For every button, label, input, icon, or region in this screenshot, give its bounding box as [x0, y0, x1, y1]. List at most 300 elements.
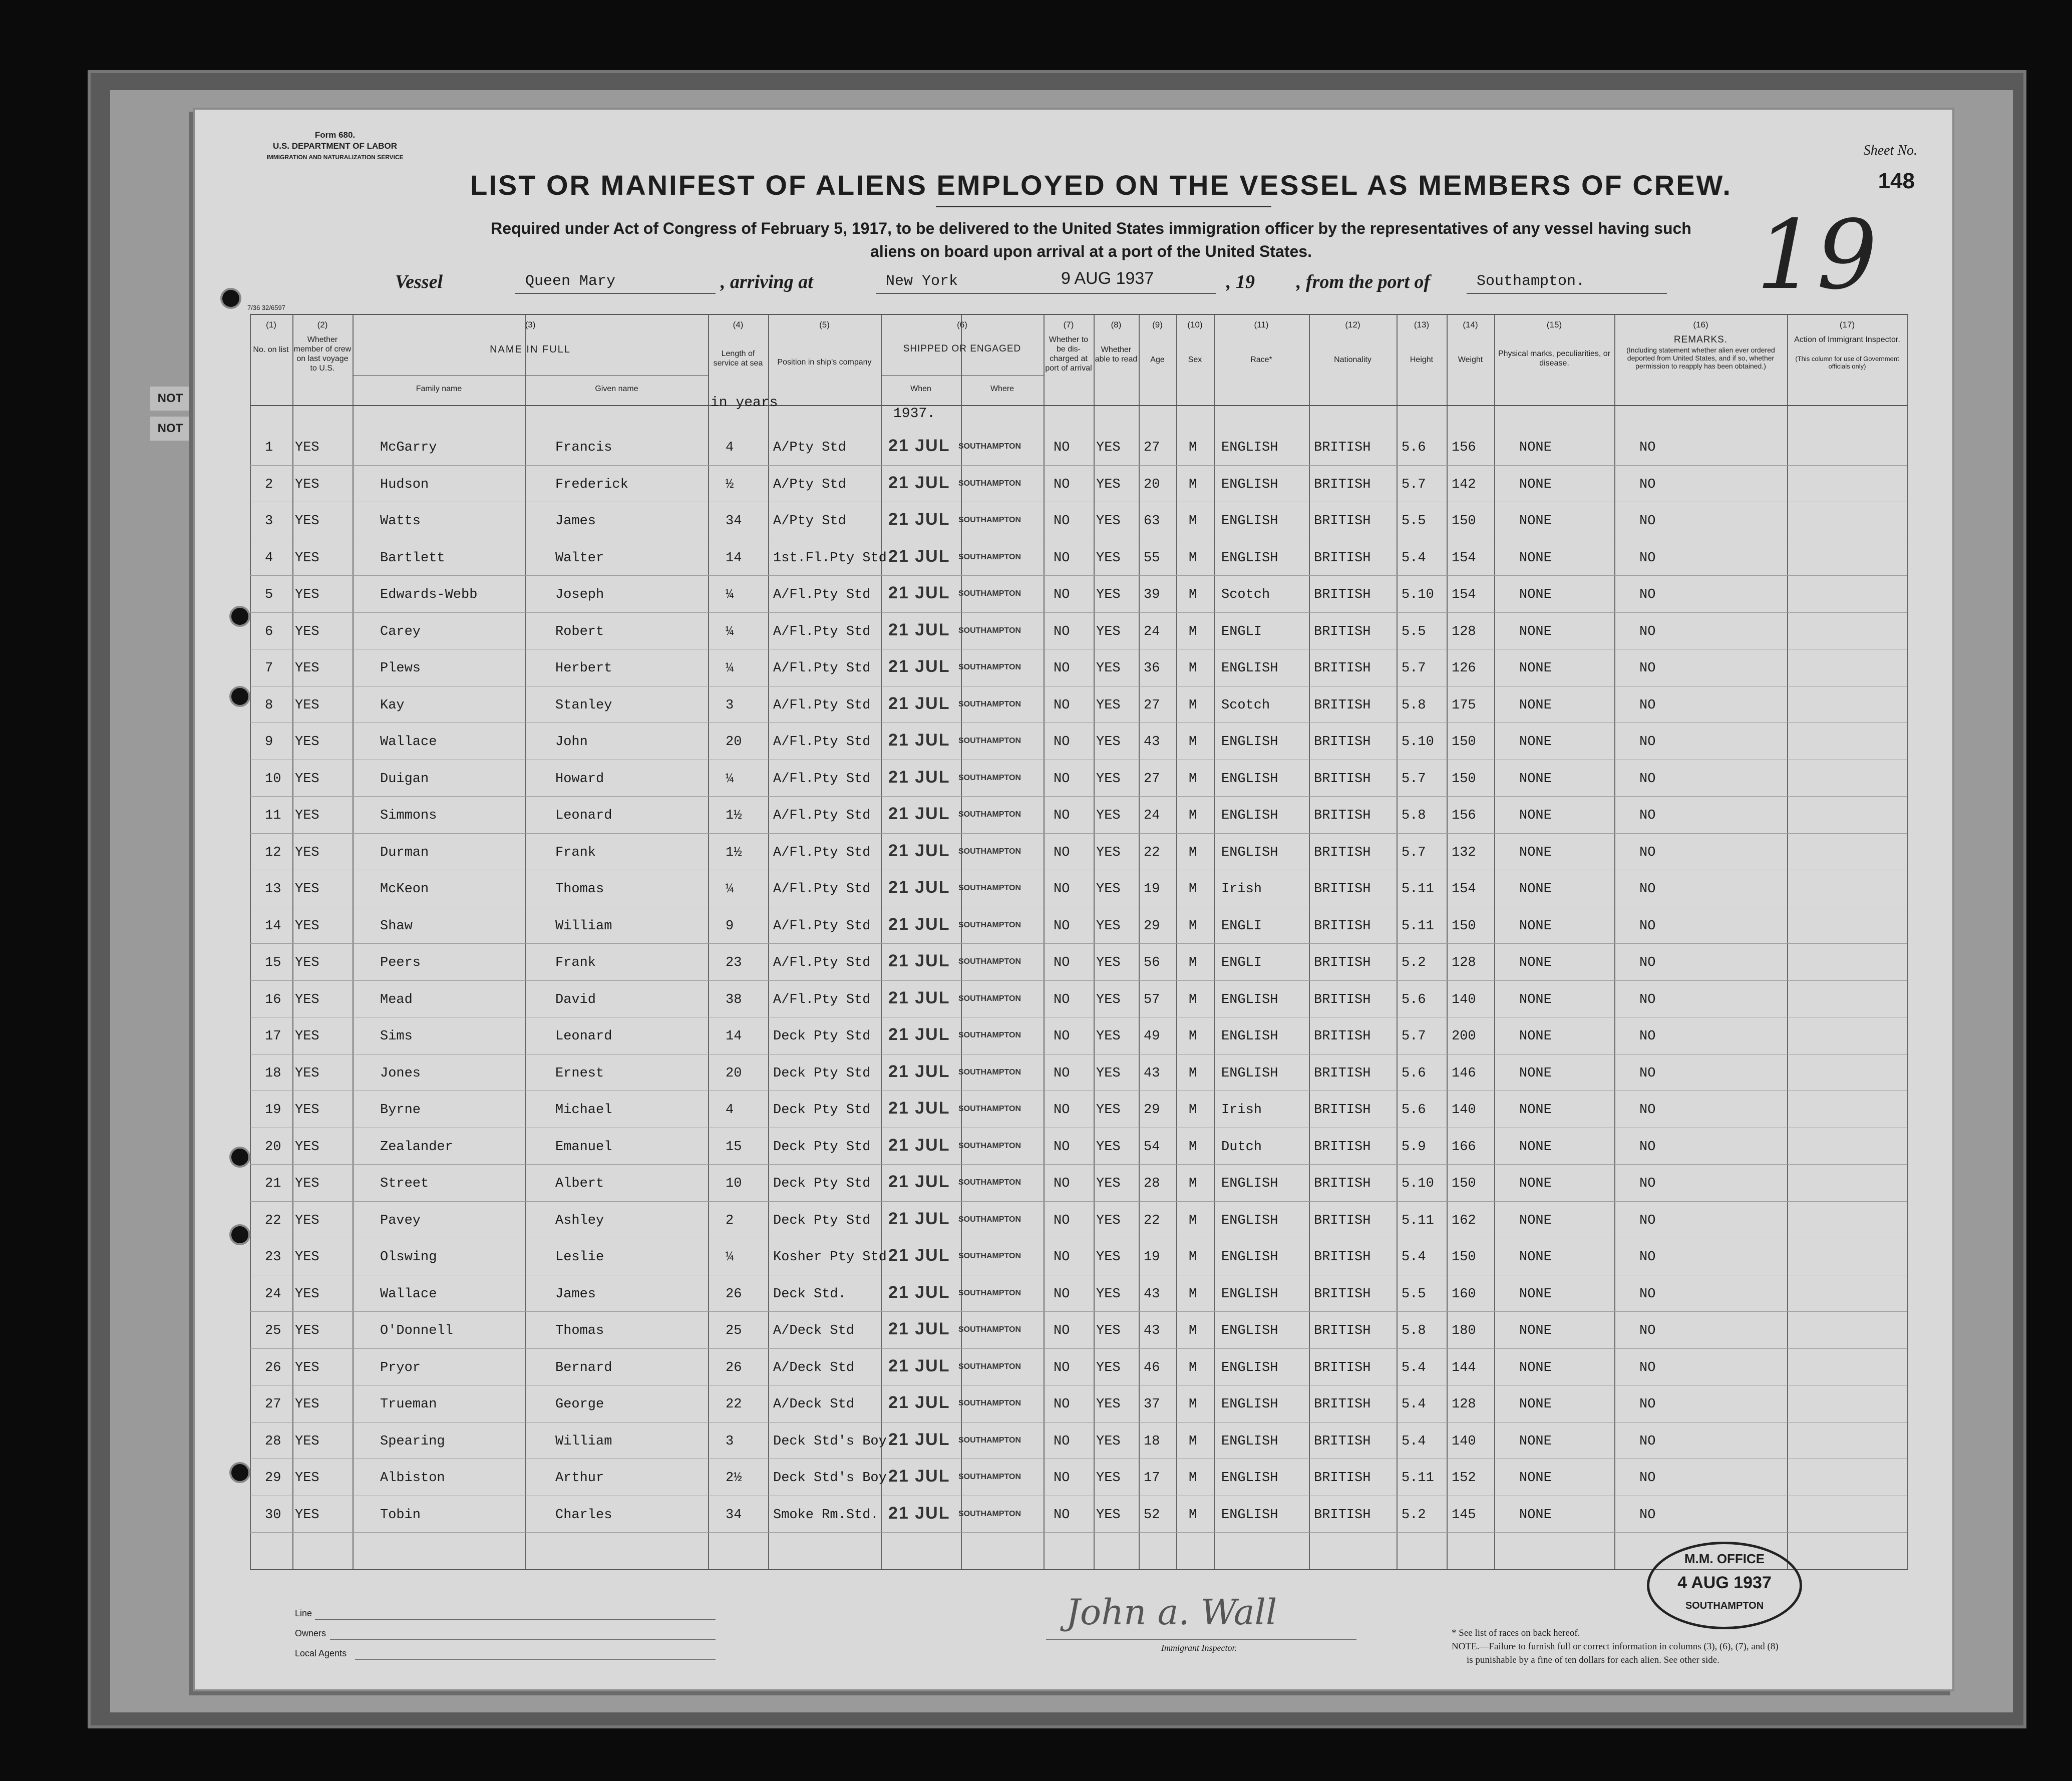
- cell-nat: BRITISH: [1314, 661, 1371, 676]
- cell-disch: NO: [1054, 1213, 1070, 1228]
- cell-no: 9: [265, 735, 273, 750]
- office-stamp: [1647, 1542, 1802, 1629]
- cell-read: YES: [1096, 514, 1121, 529]
- cell-read: YES: [1096, 845, 1121, 860]
- column-rule: [1494, 315, 1495, 1569]
- header-where: Where: [990, 385, 1014, 393]
- cell-nat: BRITISH: [1314, 1323, 1371, 1338]
- header-weight: Weight: [1458, 355, 1483, 364]
- cell-when: 21 JUL: [888, 1061, 950, 1081]
- cell-position: A/Fl.Pty Std: [773, 918, 871, 934]
- cell-read: YES: [1096, 477, 1121, 492]
- cell-nat: BRITISH: [1314, 1507, 1371, 1523]
- cell-disch: NO: [1054, 1360, 1070, 1375]
- cell-disch: NO: [1054, 808, 1070, 823]
- row-rule: [250, 833, 1907, 834]
- cell-read: YES: [1096, 918, 1121, 934]
- cell-read: YES: [1096, 1250, 1121, 1265]
- cell-race: ENGLISH: [1221, 1360, 1278, 1375]
- row-rule: [250, 980, 1907, 981]
- cell-where: SOUTHAMPTON: [958, 920, 1021, 929]
- cell-weight: 156: [1452, 808, 1476, 823]
- cell-physical: NONE: [1519, 845, 1552, 860]
- cell-member: YES: [295, 550, 319, 566]
- cell-length: ¼: [726, 624, 734, 639]
- cell-where: SOUTHAMPTON: [958, 810, 1021, 819]
- cell-remarks: NO: [1639, 1323, 1656, 1338]
- cell-disch: NO: [1054, 514, 1070, 529]
- cell-weight: 150: [1452, 735, 1476, 750]
- cell-sex: M: [1189, 882, 1197, 897]
- cell-sex: M: [1189, 514, 1197, 529]
- cell-position: A/Deck Std: [773, 1323, 855, 1338]
- cell-read: YES: [1096, 1360, 1121, 1375]
- cell-remarks: NO: [1639, 587, 1656, 602]
- cell-sex: M: [1189, 1029, 1197, 1044]
- cell-remarks: NO: [1639, 550, 1656, 566]
- cell-position: A/Fl.Pty Std: [773, 992, 871, 1007]
- cell-given: Arthur: [555, 1471, 604, 1486]
- cell-race: ENGLISH: [1221, 440, 1278, 455]
- cell-age: 54: [1144, 1139, 1160, 1155]
- cell-age: 52: [1144, 1507, 1160, 1523]
- cell-nat: BRITISH: [1314, 992, 1371, 1007]
- cell-given: Charles: [555, 1507, 612, 1523]
- cell-given: Howard: [555, 771, 604, 787]
- column-rule: [881, 315, 882, 1569]
- year-note: 1937.: [893, 406, 936, 422]
- cell-given: Thomas: [555, 1323, 604, 1338]
- column-rule: [768, 315, 769, 1569]
- cell-disch: NO: [1054, 1434, 1070, 1449]
- cell-remarks: NO: [1639, 514, 1656, 529]
- cell-when: 21 JUL: [888, 1209, 950, 1228]
- cell-race: ENGLISH: [1221, 514, 1278, 529]
- cell-height: 5.11: [1402, 1213, 1434, 1228]
- cell-no: 12: [265, 845, 281, 860]
- cell-position: A/Pty Std: [773, 477, 846, 492]
- cell-remarks: NO: [1639, 918, 1656, 934]
- cell-family: Kay: [380, 697, 405, 713]
- col-number: (13): [1414, 320, 1430, 329]
- cell-no: 19: [265, 1103, 281, 1118]
- cell-nat: BRITISH: [1314, 1397, 1371, 1412]
- cell-position: A/Pty Std: [773, 440, 846, 455]
- cell-where: SOUTHAMPTON: [958, 1141, 1021, 1150]
- cell-age: 56: [1144, 955, 1160, 970]
- column-rule: [1447, 315, 1448, 1569]
- cell-read: YES: [1096, 992, 1121, 1007]
- cell-nat: BRITISH: [1314, 771, 1371, 787]
- cell-given: Frank: [555, 955, 596, 970]
- cell-position: A/Pty Std: [773, 514, 846, 529]
- cell-remarks: NO: [1639, 1213, 1656, 1228]
- cell-sex: M: [1189, 845, 1197, 860]
- cell-length: ¼: [726, 771, 734, 787]
- cell-disch: NO: [1054, 1397, 1070, 1412]
- cell-race: ENGLI: [1221, 955, 1262, 970]
- cell-disch: NO: [1054, 697, 1070, 713]
- cell-read: YES: [1096, 587, 1121, 602]
- cell-read: YES: [1096, 1434, 1121, 1449]
- cell-given: Bernard: [555, 1360, 612, 1375]
- cell-age: 27: [1144, 440, 1160, 455]
- footer-rule: [330, 1639, 716, 1640]
- cell-disch: NO: [1054, 918, 1070, 934]
- cell-member: YES: [295, 1103, 319, 1118]
- cell-read: YES: [1096, 882, 1121, 897]
- header-shipped-engaged: SHIPPED OR ENGAGED: [903, 343, 1021, 354]
- cell-position: Deck Pty Std: [773, 1029, 871, 1044]
- form-number: Form 680.: [314, 130, 356, 140]
- cell-height: 5.9: [1402, 1139, 1426, 1155]
- cell-height: 5.11: [1402, 1471, 1434, 1486]
- cell-member: YES: [295, 1213, 319, 1228]
- cell-read: YES: [1096, 550, 1121, 566]
- cell-no: 5: [265, 587, 273, 602]
- arrival-port: New York: [886, 273, 958, 290]
- cell-race: ENGLISH: [1221, 661, 1278, 676]
- cell-disch: NO: [1054, 845, 1070, 860]
- cell-remarks: NO: [1639, 477, 1656, 492]
- cell-remarks: NO: [1639, 1471, 1656, 1486]
- footer-owners-label: Owners: [295, 1628, 326, 1638]
- cell-race: ENGLISH: [1221, 550, 1278, 566]
- cell-read: YES: [1096, 440, 1121, 455]
- cell-height: 5.8: [1402, 697, 1426, 713]
- cell-when: 21 JUL: [888, 583, 950, 602]
- vessel-rule: [515, 293, 716, 294]
- col-number: (2): [317, 320, 328, 329]
- cell-given: Albert: [555, 1176, 604, 1191]
- cell-weight: 145: [1452, 1507, 1476, 1523]
- col-number: (1): [266, 320, 276, 329]
- cell-physical: NONE: [1519, 1139, 1552, 1155]
- cell-length: 4: [726, 440, 734, 455]
- arriving-label: , arriving at: [721, 271, 813, 292]
- cell-given: Frank: [555, 845, 596, 860]
- cell-where: SOUTHAMPTON: [958, 1509, 1021, 1518]
- cell-position: A/Deck Std: [773, 1360, 855, 1375]
- row-rule: [250, 1348, 1907, 1349]
- cell-given: Ashley: [555, 1213, 604, 1228]
- cell-length: 2½: [726, 1471, 742, 1486]
- cell-family: Pavey: [380, 1213, 421, 1228]
- col-number: (11): [1254, 320, 1269, 329]
- cell-member: YES: [295, 771, 319, 787]
- cell-length: 38: [726, 992, 742, 1007]
- cell-height: 5.6: [1402, 1065, 1426, 1081]
- footer-note-fine: NOTE.—Failure to furnish full or correct information in columns (3), (6), (7), and (8): [1452, 1641, 1779, 1652]
- col-number: (8): [1111, 320, 1122, 329]
- cell-sex: M: [1189, 955, 1197, 970]
- binder-hole: [229, 606, 250, 627]
- cell-family: Wallace: [380, 1286, 437, 1302]
- side-tab: NOT: [150, 417, 190, 441]
- column-rule: [353, 315, 354, 1569]
- cell-member: YES: [295, 918, 319, 934]
- cell-read: YES: [1096, 808, 1121, 823]
- cell-weight: 160: [1452, 1286, 1476, 1302]
- cell-height: 5.11: [1402, 918, 1434, 934]
- cell-nat: BRITISH: [1314, 440, 1371, 455]
- cell-position: A/Fl.Pty Std: [773, 845, 871, 860]
- arrival-rule: [876, 293, 1216, 294]
- col-number: (6): [957, 320, 967, 329]
- cell-member: YES: [295, 661, 319, 676]
- cell-weight: 150: [1452, 1250, 1476, 1265]
- cell-given: William: [555, 918, 612, 934]
- header-able-to-read: Whether able to read: [1095, 345, 1138, 364]
- cell-weight: 154: [1452, 882, 1476, 897]
- cell-remarks: NO: [1639, 624, 1656, 639]
- cell-disch: NO: [1054, 587, 1070, 602]
- cell-when: 21 JUL: [888, 1356, 950, 1375]
- row-rule: [250, 612, 1907, 613]
- cell-nat: BRITISH: [1314, 1176, 1371, 1191]
- cell-member: YES: [295, 1176, 319, 1191]
- cell-sex: M: [1189, 1286, 1197, 1302]
- cell-sex: M: [1189, 1139, 1197, 1155]
- cell-no: 18: [265, 1065, 281, 1081]
- cell-race: ENGLISH: [1221, 477, 1278, 492]
- cell-race: ENGLISH: [1221, 1250, 1278, 1265]
- cell-given: Joseph: [555, 587, 604, 602]
- cell-nat: BRITISH: [1314, 624, 1371, 639]
- cell-given: William: [555, 1434, 612, 1449]
- cell-weight: 150: [1452, 514, 1476, 529]
- cell-physical: NONE: [1519, 771, 1552, 787]
- cell-race: ENGLISH: [1221, 1213, 1278, 1228]
- arrival-date-stamp: 9 AUG 1937: [1061, 269, 1154, 288]
- cell-given: Michael: [555, 1103, 612, 1118]
- cell-given: Herbert: [555, 661, 612, 676]
- cell-nat: BRITISH: [1314, 1139, 1371, 1155]
- cell-read: YES: [1096, 1139, 1121, 1155]
- cell-height: 5.4: [1402, 1434, 1426, 1449]
- cell-age: 57: [1144, 992, 1160, 1007]
- cell-remarks: NO: [1639, 845, 1656, 860]
- cell-length: 26: [726, 1286, 742, 1302]
- column-rule: [1309, 315, 1310, 1569]
- cell-no: 17: [265, 1029, 281, 1044]
- cell-given: Ernest: [555, 1065, 604, 1081]
- cell-where: SOUTHAMPTON: [958, 1031, 1021, 1039]
- cell-sex: M: [1189, 1103, 1197, 1118]
- cell-member: YES: [295, 1397, 319, 1412]
- cell-position: A/Fl.Pty Std: [773, 882, 871, 897]
- cell-physical: NONE: [1519, 1213, 1552, 1228]
- cell-given: Francis: [555, 440, 612, 455]
- col-number: (12): [1345, 320, 1360, 329]
- cell-physical: NONE: [1519, 1176, 1552, 1191]
- cell-physical: NONE: [1519, 1507, 1552, 1523]
- cell-height: 5.5: [1402, 514, 1426, 529]
- cell-remarks: NO: [1639, 661, 1656, 676]
- col-number: (16): [1693, 320, 1708, 329]
- cell-length: 10: [726, 1176, 742, 1191]
- cell-member: YES: [295, 1471, 319, 1486]
- cell-given: Frederick: [555, 477, 628, 492]
- cell-age: 27: [1144, 697, 1160, 713]
- binder-hole: [229, 1462, 250, 1483]
- cell-age: 37: [1144, 1397, 1160, 1412]
- cell-age: 29: [1144, 918, 1160, 934]
- row-rule: [250, 1532, 1907, 1533]
- cell-when: 21 JUL: [888, 1319, 950, 1338]
- cell-race: Irish: [1221, 1103, 1262, 1118]
- cell-physical: NONE: [1519, 1471, 1552, 1486]
- cell-member: YES: [295, 1029, 319, 1044]
- cell-race: ENGLISH: [1221, 735, 1278, 750]
- cell-height: 5.8: [1402, 808, 1426, 823]
- cell-member: YES: [295, 808, 319, 823]
- cell-read: YES: [1096, 1065, 1121, 1081]
- header-discharged: Whether to be dis-charged at port of arrival: [1045, 335, 1092, 373]
- cell-physical: NONE: [1519, 1250, 1552, 1265]
- cell-nat: BRITISH: [1314, 882, 1371, 897]
- cell-race: ENGLI: [1221, 918, 1262, 934]
- cell-given: Robert: [555, 624, 604, 639]
- cell-no: 6: [265, 624, 273, 639]
- cell-race: ENGLISH: [1221, 808, 1278, 823]
- cell-disch: NO: [1054, 1286, 1070, 1302]
- cell-sex: M: [1189, 1176, 1197, 1191]
- cell-family: Zealander: [380, 1139, 453, 1155]
- cell-height: 5.4: [1402, 1360, 1426, 1375]
- column-rule: [708, 315, 709, 1569]
- cell-when: 21 JUL: [888, 1282, 950, 1302]
- side-tab: NOT: [150, 387, 190, 411]
- cell-no: 11: [265, 808, 281, 823]
- cell-where: SOUTHAMPTON: [958, 1436, 1021, 1445]
- header-family-name: Family name: [416, 385, 462, 393]
- col-number: (7): [1063, 320, 1074, 329]
- cell-disch: NO: [1054, 550, 1070, 566]
- cell-where: SOUTHAMPTON: [958, 1252, 1021, 1260]
- cell-read: YES: [1096, 1397, 1121, 1412]
- cell-sex: M: [1189, 1434, 1197, 1449]
- cell-remarks: NO: [1639, 697, 1656, 713]
- year-label: , 19: [1226, 271, 1255, 292]
- cell-nat: BRITISH: [1314, 1434, 1371, 1449]
- cell-disch: NO: [1054, 661, 1070, 676]
- cell-family: Carey: [380, 624, 421, 639]
- cell-nat: BRITISH: [1314, 918, 1371, 934]
- from-port-label: , from the port of: [1296, 271, 1431, 292]
- cell-disch: NO: [1054, 1507, 1070, 1523]
- cell-family: Durman: [380, 845, 429, 860]
- cell-remarks: NO: [1639, 882, 1656, 897]
- cell-sex: M: [1189, 1323, 1197, 1338]
- cell-when: 21 JUL: [888, 767, 950, 787]
- subtitle: [365, 217, 1817, 263]
- page-title: LIST OR MANIFEST OF ALIENS EMPLOYED ON THE VESSEL AS MEMBERS OF CREW.: [470, 169, 1732, 201]
- cell-disch: NO: [1054, 1139, 1070, 1155]
- cell-position: Deck Pty Std: [773, 1176, 871, 1191]
- cell-position: A/Deck Std: [773, 1397, 855, 1412]
- cell-read: YES: [1096, 1103, 1121, 1118]
- column-rule: [1044, 315, 1045, 1569]
- table-top-rule: [250, 314, 1908, 315]
- cell-weight: 146: [1452, 1065, 1476, 1081]
- header-inspector-note: (This column for use of Government officials only): [1795, 355, 1899, 370]
- cell-remarks: NO: [1639, 808, 1656, 823]
- cell-family: Plews: [380, 661, 421, 676]
- cell-length: ¼: [726, 1250, 734, 1265]
- cell-when: 21 JUL: [888, 804, 950, 823]
- column-rule: [292, 315, 293, 1569]
- row-rule: [250, 465, 1907, 466]
- cell-height: 5.7: [1402, 661, 1426, 676]
- cell-height: 5.4: [1402, 1250, 1426, 1265]
- cell-where: SOUTHAMPTON: [958, 1288, 1021, 1297]
- cell-sex: M: [1189, 1507, 1197, 1523]
- stamp-date: 4 AUG 1937: [1677, 1573, 1772, 1592]
- cell-physical: NONE: [1519, 624, 1552, 639]
- cell-when: 21 JUL: [888, 473, 950, 492]
- cell-no: 3: [265, 514, 273, 529]
- cell-race: ENGLISH: [1221, 1176, 1278, 1191]
- department: U.S. DEPARTMENT OF LABOR: [272, 141, 398, 151]
- footer-agents-label: Local Agents: [295, 1648, 347, 1658]
- cell-race: ENGLISH: [1221, 992, 1278, 1007]
- header-member-last-voyage: Whether member of crew on last voyage to U.S.: [293, 335, 352, 373]
- cell-length: 3: [726, 1434, 734, 1449]
- cell-where: SOUTHAMPTON: [958, 957, 1021, 966]
- cell-where: SOUTHAMPTON: [958, 884, 1021, 892]
- cell-physical: NONE: [1519, 1360, 1552, 1375]
- cell-when: 21 JUL: [888, 510, 950, 529]
- cell-length: 3: [726, 697, 734, 713]
- cell-disch: NO: [1054, 1250, 1070, 1265]
- name-subheader-rule: [353, 375, 708, 376]
- cell-race: ENGLISH: [1221, 1507, 1278, 1523]
- cell-sex: M: [1189, 587, 1197, 602]
- cell-no: 22: [265, 1213, 281, 1228]
- cell-age: 22: [1144, 845, 1160, 860]
- stamp-place: SOUTHAMPTON: [1685, 1600, 1764, 1611]
- cell-no: 16: [265, 992, 281, 1007]
- cell-read: YES: [1096, 1507, 1121, 1523]
- cell-when: 21 JUL: [888, 841, 950, 860]
- cell-read: YES: [1096, 624, 1121, 639]
- cell-weight: 142: [1452, 477, 1476, 492]
- in-years-note: in years: [711, 395, 778, 411]
- cell-family: Albiston: [380, 1471, 445, 1486]
- cell-when: 21 JUL: [888, 988, 950, 1007]
- cell-member: YES: [295, 1250, 319, 1265]
- header-when: When: [910, 385, 931, 393]
- cell-member: YES: [295, 697, 319, 713]
- cell-height: 5.7: [1402, 771, 1426, 787]
- cell-length: 1½: [726, 808, 742, 823]
- cell-family: Duigan: [380, 771, 429, 787]
- cell-no: 27: [265, 1397, 281, 1412]
- cell-weight: 140: [1452, 992, 1476, 1007]
- cell-position: A/Fl.Pty Std: [773, 808, 871, 823]
- cell-age: 20: [1144, 477, 1160, 492]
- cell-position: Smoke Rm.Std.: [773, 1507, 879, 1523]
- cell-when: 21 JUL: [888, 620, 950, 639]
- cell-where: SOUTHAMPTON: [958, 1399, 1021, 1407]
- cell-given: James: [555, 1286, 596, 1302]
- cell-position: Deck Std.: [773, 1286, 846, 1302]
- cell-sex: M: [1189, 1065, 1197, 1081]
- cell-no: 24: [265, 1286, 281, 1302]
- cell-physical: NONE: [1519, 1029, 1552, 1044]
- cell-member: YES: [295, 587, 319, 602]
